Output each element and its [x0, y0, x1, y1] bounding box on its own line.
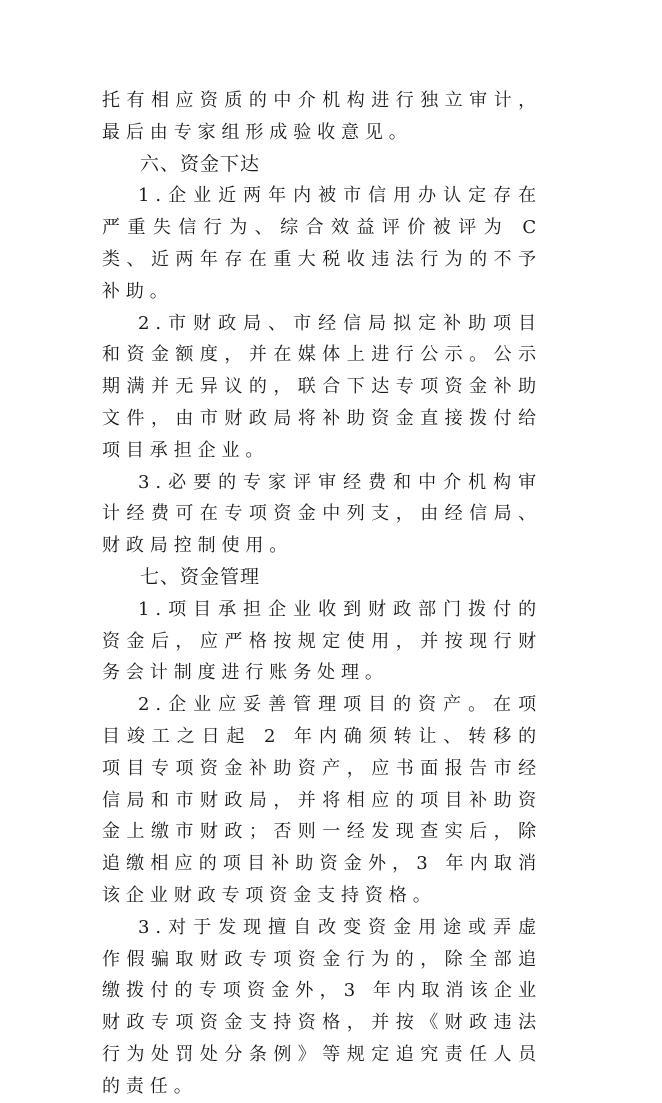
section-heading-fund-management: 七、资金管理 — [140, 565, 261, 588]
paragraph-allocation-2: 2.市财政局、市经信局拟定补助项目和资金额度，并在媒体上进行公示。公示期满并无异议的，联合下达专项资金补助文件，由市财政局将补助资金直接拨付给项目承担企业。 — [102, 312, 542, 461]
paragraph-audit-continuation: 托有相应资质的中介机构进行独立审计，最后由专家组形成验收意见。 — [102, 90, 542, 143]
paragraph-management-1: 1.项目承担企业收到财政部门拨付的资金后，应严格按规定使用，并按现行财务会计制度进行账务处理。 — [102, 598, 542, 684]
paragraph-management-2: 2.企业应妥善管理项目的资产。在项目竣工之日起 2 年内确须转让、转移的项目专项资金补助资产，应书面报告市经信局和市财政局，并将相应的项目补助资金上缴市财政；否则一经发现查实后，除追缴相应的项目补助资金外，3 年内取消该企业财政专项资金支持资格。 — [102, 694, 542, 906]
paragraph-allocation-1: 1.企业近两年内被市信用办认定存在严重失信行为、综合效益评价被评为 C 类、近两年存在重大税收违法行为的不予补助。 — [102, 185, 542, 302]
document-page — [102, 85, 542, 1103]
paragraph-allocation-3: 3.必要的专家评审经费和中介机构审计经费可在专项资金中列支，由经信局、财政局控制使用。 — [102, 471, 542, 557]
paragraph-management-3: 3.对于发现擅自改变资金用途或弄虚作假骗取财政专项资金行为的，除全部追缴拨付的专项资金外，3 年内取消该企业财政专项资金支持资格，并按《财政违法行为处罚处分条例》等规定追究责任人员的责任。 — [102, 916, 542, 1097]
section-heading-fund-allocation: 六、资金下达 — [140, 152, 261, 175]
